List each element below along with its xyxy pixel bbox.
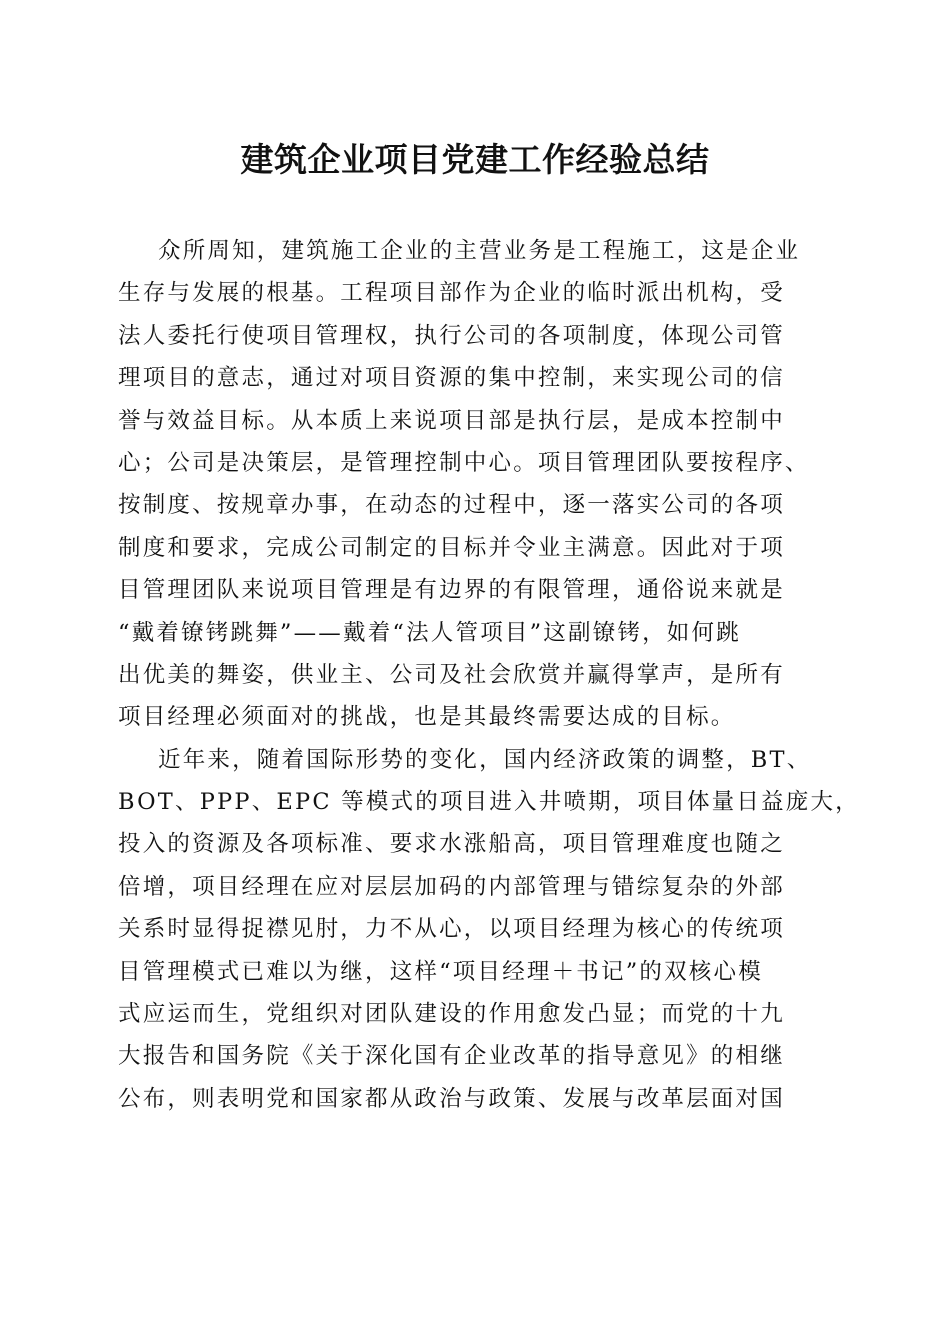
paragraph-1-line-6: 心；公司是决策层，是管理控制中心。项目管理团队要按程序、 — [118, 449, 810, 476]
paragraph-2-line-2: BOT、PPP、EPC 等模式的项目进入井喷期，项目体量日益庞大， — [118, 789, 860, 816]
paragraph-1-line-10: “戴着镣铐跳舞”——戴着“法人管项目”这副镣铐，如何跳 — [118, 619, 741, 646]
paragraph-2-line-3: 投入的资源及各项标准、要求水涨船高，项目管理难度也随之 — [118, 831, 785, 858]
paragraph-1-line-9: 目管理团队来说项目管理是有边界的有限管理，通俗说来就是 — [118, 577, 785, 604]
paragraph-2-line-8: 大报告和国务院《关于深化国有企业改革的指导意见》的相继 — [118, 1043, 785, 1070]
paragraph-2-line-9: 公布，则表明党和国家都从政治与政策、发展与改革层面对国 — [118, 1085, 785, 1112]
paragraph-1-line-11: 出优美的舞姿，供业主、公司及社会欣赏并赢得掌声，是所有 — [118, 661, 785, 688]
paragraph-2-line-7: 式应运而生，党组织对团队建设的作用愈发凸显；而党的十九 — [118, 1001, 785, 1028]
paragraph-1-line-7: 按制度、按规章办事，在动态的过程中，逐一落实公司的各项 — [118, 492, 785, 519]
paragraph-1-line-8: 制度和要求，完成公司制定的目标并令业主满意。因此对于项 — [118, 534, 785, 561]
paragraph-1-line-12: 项目经理必须面对的挑战，也是其最终需要达成的目标。 — [118, 704, 736, 731]
document-title: 建筑企业项目党建工作经验总结 — [240, 140, 710, 179]
paragraph-2-line-6: 目管理模式已难以为继，这样“项目经理＋书记”的双核心模 — [118, 958, 763, 985]
document-body — [118, 230, 860, 1120]
paragraph-2-line-5: 关系时显得捉襟见肘，力不从心，以项目经理为核心的传统项 — [118, 916, 785, 943]
paragraph-1-line-1: 众所周知，建筑施工企业的主营业务是工程施工，这是企业 — [158, 238, 801, 264]
paragraph-1-line-3: 法人委托行使项目管理权，执行公司的各项制度，体现公司管 — [118, 322, 785, 349]
paragraph-1-line-2: 生存与发展的根基。工程项目部作为企业的临时派出机构，受 — [118, 280, 785, 307]
paragraph-1-line-5: 誉与效益目标。从本质上来说项目部是执行层，是成本控制中 — [118, 407, 785, 434]
paragraph-2-line-4: 倍增，项目经理在应对层层加码的内部管理与错综复杂的外部 — [118, 873, 785, 900]
paragraph-1-line-4: 理项目的意志，通过对项目资源的集中控制，来实现公司的信 — [118, 365, 785, 392]
paragraph-2-line-1: 近年来，随着国际形势的变化，国内经济政策的调整，BT、 — [158, 746, 812, 773]
